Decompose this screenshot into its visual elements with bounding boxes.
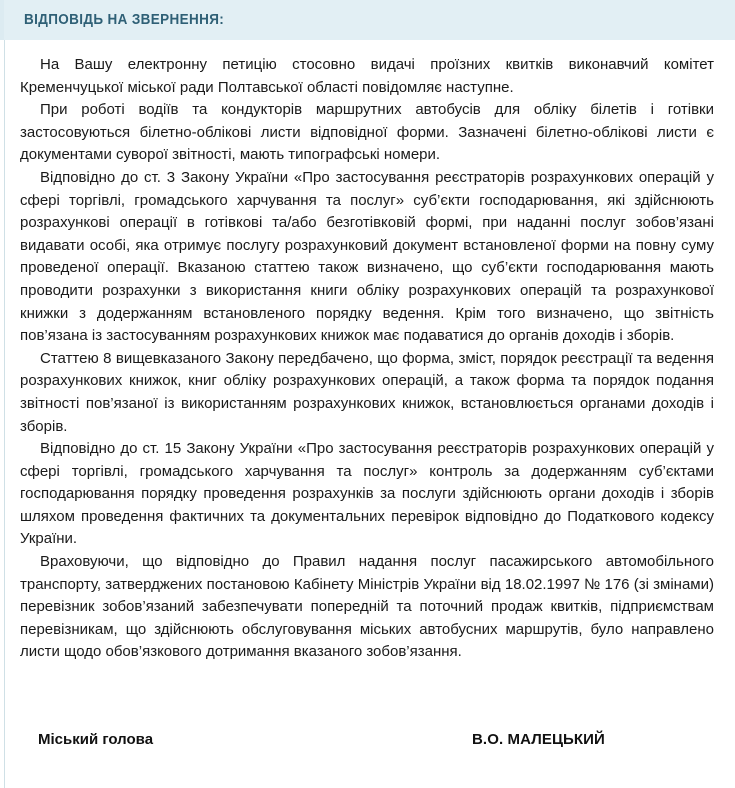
signature-role: Міський голова <box>38 730 154 748</box>
letter-paragraph: На Вашу електронну петицію стосовно видачі проїзних квитків виконавчий комітет Кременчуцької міської ради Полтавської області повідомляє наступне. <box>20 56 714 96</box>
letter-paragraph: Відповідно до ст. 15 Закону України «Про застосування реєстраторів розрахункових операцій у сфері торгівлі, громадського харчування та послуг» контроль за додержанням суб’єктами господарювання порядку проведення розрахунків за послуги здійснюють органи доходів і зборів шляхом проведення фактичних та документальних перевірок відповідно до Податкового кодексу України. <box>20 440 714 548</box>
signature-block <box>0 722 735 756</box>
letter-paragraph: При роботі водіїв та кондукторів маршрутних автобусів для обліку білетів і готівки застосовуються білетно-облікові листи відповідної форми. Зазначені білетно-облікові листи є документами суворої звітності, мають типографські номери. <box>20 101 714 164</box>
answer-header-title: ВІДПОВІДЬ НА ЗВЕРНЕННЯ: <box>24 12 225 28</box>
letter-paragraph: Враховуючи, що відповідно до Правил надання послуг пасажирського автомобільного транспорту, затверджених постановою Кабінету Міністрів України від 18.02.1997 № 176 (зі змінами) перевізник зобов’язаний забезпечувати попередній та поточний продаж квитків, підприємствам перевізникам, що здійснюють обслуговування міських автобусних маршрутів, було направлено листи щодо обов’язкового дотримання вказаного зобов’язання. <box>20 553 714 661</box>
letter-body <box>0 40 735 664</box>
answer-header-band <box>0 0 735 40</box>
signature-name: В.О. МАЛЕЦЬКИЙ <box>472 730 605 748</box>
letter-paragraph: Відповідно до ст. 3 Закону України «Про застосування реєстраторів розрахункових операцій у сфері торгівлі, громадського харчування та послуг» суб’єкти господарювання, які здійснюють розрахункові операції в готівкові та/або безготівковій формі, при наданні послуг зобов’язані видавати особі, яка отримує послугу розрахунковий документ встановленої форми на повну суму проведеної операції. Вказаною статтею також визначено, що суб’єкти господарювання мають проводити розрахунки з використання книги обліку розрахункових операцій та розрахункової книжки з додержанням встановленого порядку ведення. Крім того визначено, що звітність пов’язана із застосуванням розрахункових книжок має подаватися до органів доходів і зборів. <box>20 168 714 345</box>
letter-paragraph: Статтею 8 вищевказаного Закону передбачено, що форма, зміст, порядок реєстрації та ведення розрахункових книжок, книг обліку розрахункових операцій, а також форма та порядок подання звітності пов’язаної із використанням розрахункових книжок, встановлюється органами доходів і зборів. <box>20 349 714 435</box>
